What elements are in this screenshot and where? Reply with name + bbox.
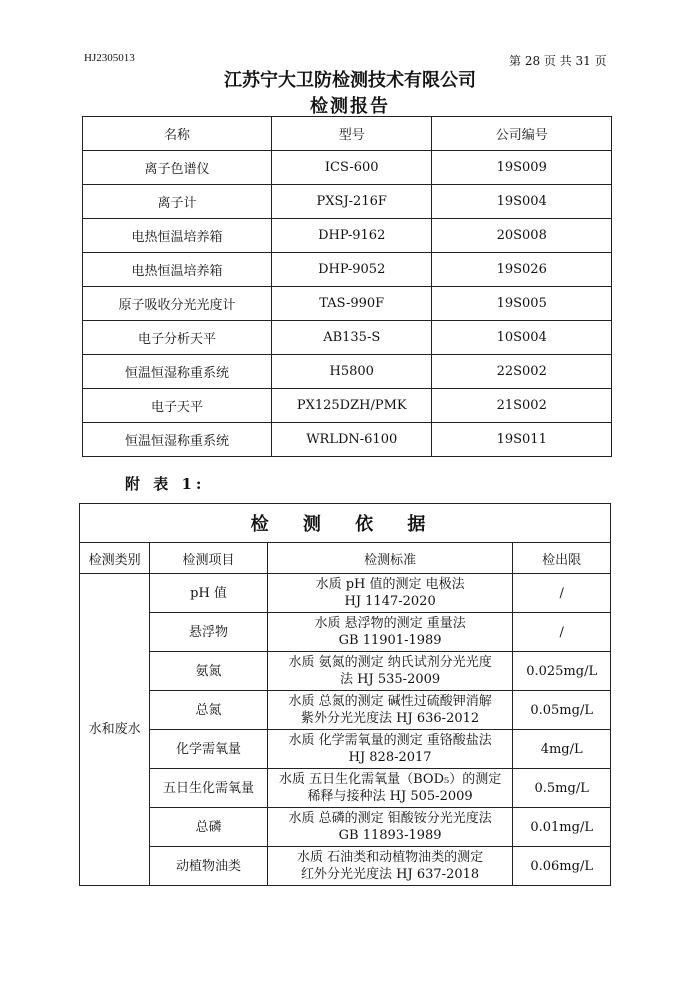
table-cell: 电热恒温培养箱 (83, 219, 272, 253)
table-cell: 19S011 (432, 423, 612, 457)
table-cell: 19S026 (432, 253, 612, 287)
standard-code: 稀释与接种法 HJ 505-2009 (307, 789, 473, 804)
standard-cell (267, 613, 512, 652)
table-cell: 21S002 (432, 389, 612, 423)
table-row (80, 574, 611, 613)
item-cell: 悬浮物 (150, 613, 268, 652)
limit-cell: 0.025mg/L (513, 652, 611, 691)
limit-cell: 0.05mg/L (513, 691, 611, 730)
table-cell: 电子分析天平 (83, 321, 272, 355)
table-row (83, 185, 612, 219)
table-row (83, 389, 612, 423)
limit-cell: 0.06mg/L (513, 847, 611, 886)
table-header-row (83, 117, 612, 151)
table-cell: WRLDN-6100 (272, 423, 432, 457)
table-cell: 离子计 (83, 185, 272, 219)
standard-cell (267, 847, 512, 886)
table-cell: 20S008 (432, 219, 612, 253)
table-row (83, 423, 612, 457)
table-row (80, 691, 611, 730)
table-cell: DHP-9052 (272, 253, 432, 287)
item-cell: 总磷 (150, 808, 268, 847)
page-number: 第 28 页 共 31 页 (509, 54, 607, 68)
item-cell: 氨氮 (150, 652, 268, 691)
standard-code: HJ 828-2017 (348, 750, 432, 765)
report-title: 检测报告 (310, 96, 390, 117)
table-cell: 10S004 (432, 321, 612, 355)
table-row (80, 652, 611, 691)
table-cell: 离子色谱仪 (83, 151, 272, 185)
standard-line: 水质 五日生化需氧量（BOD₅）的测定 (278, 772, 502, 787)
limit-cell: / (513, 613, 611, 652)
standard-line: 水质 化学需氧量的测定 重铬酸盐法 (288, 733, 492, 748)
column-header: 型号 (272, 117, 432, 151)
column-header: 检测标准 (267, 543, 512, 574)
standard-cell (267, 652, 512, 691)
column-header: 检出限 (513, 543, 611, 574)
basis-table-title: 检 测 依 据 (80, 504, 611, 543)
table-row (80, 847, 611, 886)
column-header: 名称 (83, 117, 272, 151)
table-row (83, 219, 612, 253)
limit-cell: 0.01mg/L (513, 808, 611, 847)
column-header: 检测类别 (80, 543, 150, 574)
standard-line: 水质 pH 值的测定 电极法 (315, 577, 465, 592)
table-row (83, 287, 612, 321)
standard-cell (267, 730, 512, 769)
table-row (80, 808, 611, 847)
item-cell: 五日生化需氧量 (150, 769, 268, 808)
document-id: HJ2305013 (84, 52, 135, 64)
table-row (80, 769, 611, 808)
standard-line: 水质 悬浮物的测定 重量法 (314, 616, 466, 631)
standard-cell (267, 808, 512, 847)
equipment-table (82, 116, 612, 457)
standard-line: 水质 总氮的测定 碱性过硫酸钾消解 (288, 694, 492, 709)
standard-code: GB 11901-1989 (338, 633, 442, 648)
category-cell: 水和废水 (80, 574, 150, 886)
table-cell: 恒温恒湿称重系统 (83, 355, 272, 389)
table-cell: TAS-990F (272, 287, 432, 321)
table-row (80, 730, 611, 769)
table-header-row (80, 543, 611, 574)
table-cell: DHP-9162 (272, 219, 432, 253)
limit-cell: 0.5mg/L (513, 769, 611, 808)
table-cell: 19S004 (432, 185, 612, 219)
table-row (83, 355, 612, 389)
table-cell: PX125DZH/PMK (272, 389, 432, 423)
table-cell: 22S002 (432, 355, 612, 389)
column-header: 检测项目 (150, 543, 268, 574)
table-cell: H5800 (272, 355, 432, 389)
table-cell: 19S009 (432, 151, 612, 185)
item-cell: 动植物油类 (150, 847, 268, 886)
item-cell: 化学需氧量 (150, 730, 268, 769)
standard-code: GB 11893-1989 (338, 828, 442, 843)
standard-cell (267, 769, 512, 808)
table-row (80, 613, 611, 652)
table-cell: 原子吸收分光光度计 (83, 287, 272, 321)
column-header: 公司编号 (432, 117, 612, 151)
table-cell: ICS-600 (272, 151, 432, 185)
table-cell: 电子天平 (83, 389, 272, 423)
standard-code: 紫外分光光度法 HJ 636-2012 (301, 711, 480, 726)
table-cell: AB135-S (272, 321, 432, 355)
standard-code: 红外分光光度法 HJ 637-2018 (301, 867, 480, 882)
limit-cell: / (513, 574, 611, 613)
basis-table (79, 503, 611, 886)
limit-cell: 4mg/L (513, 730, 611, 769)
appendix-label: 附 表 1: (125, 475, 206, 493)
standard-code: 法 HJ 535-2009 (340, 672, 441, 687)
standard-cell (267, 691, 512, 730)
table-cell: 19S005 (432, 287, 612, 321)
table-cell: 电热恒温培养箱 (83, 253, 272, 287)
standard-code: HJ 1147-2020 (344, 594, 436, 609)
table-row (83, 253, 612, 287)
table-row (83, 151, 612, 185)
item-cell: pH 值 (150, 574, 268, 613)
item-cell: 总氮 (150, 691, 268, 730)
company-name: 江苏宁大卫防检测技术有限公司 (224, 70, 476, 91)
table-row (83, 321, 612, 355)
standard-line: 水质 总磷的测定 钼酸铵分光光度法 (288, 811, 492, 826)
standard-line: 水质 石油类和动植物油类的测定 (297, 850, 484, 865)
table-cell: PXSJ-216F (272, 185, 432, 219)
standard-cell (267, 574, 512, 613)
standard-line: 水质 氨氮的测定 纳氏试剂分光光度 (288, 655, 492, 670)
table-cell: 恒温恒湿称重系统 (83, 423, 272, 457)
